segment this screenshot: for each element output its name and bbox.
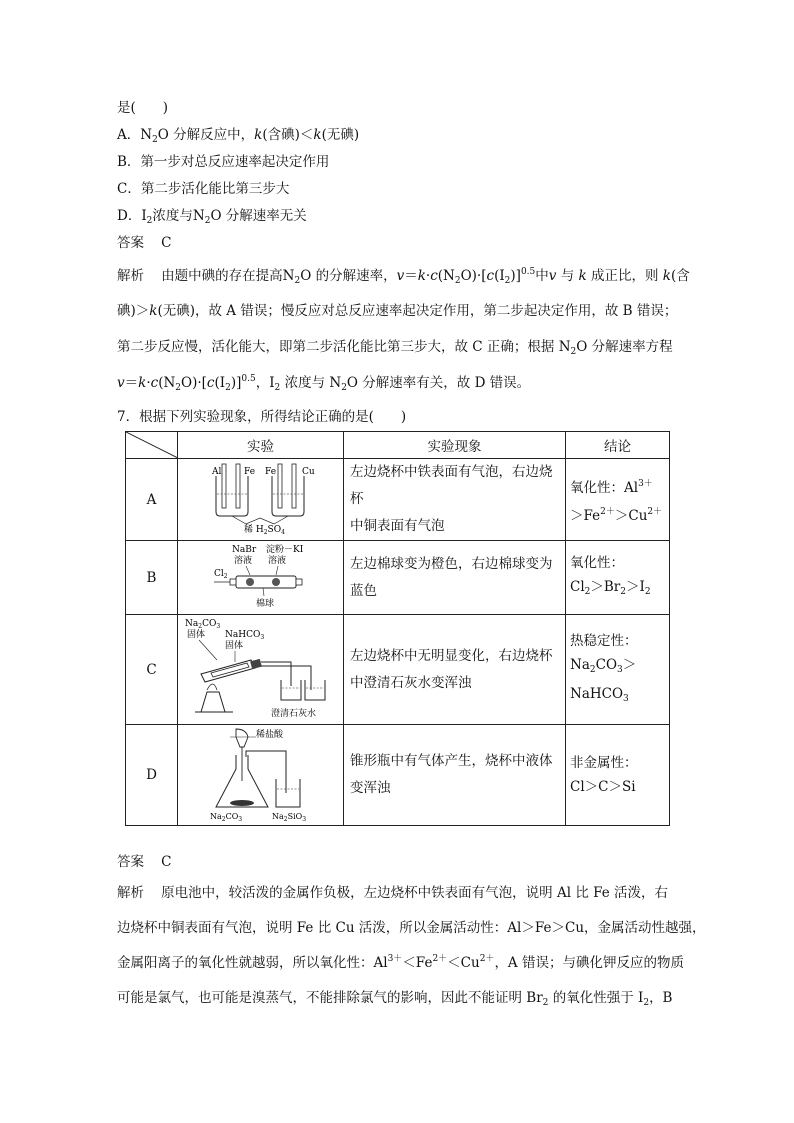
conclusion-d	[566, 725, 670, 826]
conclusion-text: 氧化性：$Al^{3+}$	[570, 478, 653, 496]
phenomenon-text: 变浑浊	[350, 780, 391, 796]
header-experiment: 实验	[178, 432, 344, 459]
phenomenon-text: 左边烧杯中铁表面有气泡，右边烧杯	[350, 464, 553, 507]
label-dilute-hcl: 稀盐酸	[255, 730, 283, 740]
label-dilute-acid: 稀 $H_2SO_4$	[243, 524, 285, 534]
label-solid-1: 固体	[186, 629, 205, 640]
conclusion-text: 热稳定性：	[570, 632, 638, 649]
option-c: C．第二步活化能比第三步大	[117, 181, 290, 197]
label-na2co3: $Na_2CO_3$	[184, 618, 220, 630]
tube-in-tube-diagram	[181, 616, 341, 720]
label-nabr-solution: 溶液	[233, 555, 252, 566]
label-al: Al	[211, 466, 221, 477]
analysis-line-4: $v=k\cdot c(N_2O)\cdot[c(I_2)]^{0.5}$，$I_2$ 浓度与 $N_2O$ 分解速率有关，故 D 错误。	[117, 374, 531, 393]
label-fe-2: Fe	[264, 466, 276, 477]
label-fe-1: Fe	[243, 466, 255, 477]
phenomenon-c	[344, 615, 566, 725]
diagonal-line	[126, 432, 178, 458]
phenomenon-text: 锥形瓶中有气体产生，烧杯中液体	[350, 753, 553, 769]
table-row	[126, 615, 670, 725]
analysis-7-line-3: 金属阳离子的氧化性就越弱，所以氧化性：$Al^{3+}<Fe^{2+}<Cu^{2+}$，A 错误；与碘化钾反应的物质	[117, 954, 684, 971]
table-row	[126, 541, 670, 615]
conclusion-text: Cl＞C＞Si	[570, 779, 636, 795]
answer-line: 答案 C	[117, 235, 172, 251]
label-nabr: NaBr	[231, 544, 256, 555]
experiment-table	[125, 431, 670, 826]
question-7-stem: 7．根据下列实验现象，所得结论正确的是( )	[117, 409, 407, 425]
phenomenon-b	[344, 541, 566, 615]
phenomenon-a	[344, 459, 566, 541]
apparatus-a	[178, 459, 344, 541]
conclusion-text: NaHCO$_3$	[570, 685, 629, 704]
analysis-line-2: 碘)＞k(无碘)，故 A 错误；慢反应对总反应速率起决定作用，第二步起决定作用，故 B 错误；	[117, 303, 678, 319]
galvanic-cell-diagram	[186, 462, 336, 534]
label-starch-ki: 淀粉－KI	[265, 544, 303, 555]
row-letter: D	[126, 725, 178, 826]
option-a: A．$N_2O$ 分解反应中，k(含碘)＜k(无碘)	[117, 127, 360, 145]
apparatus-d	[178, 725, 344, 826]
row-letter: A	[126, 459, 178, 541]
analysis-line-1: 解析 由题中碘的存在提高$N_2O$ 的分解速率，$v=k\cdot c(N_2O)\cdot[c(I_2)]^{0.5}$中v 与 k 成正比，则 k(含	[117, 267, 690, 286]
analysis-7-line-2: 边烧杯中铜表面有气泡，说明 Fe 比 Cu 活泼，所以金属活动性：Al＞Fe＞Cu，金属活动性越强，	[117, 920, 706, 936]
analysis-7-line-4: 可能是氯气，也可能是溴蒸气，不能排除氯气的影响，因此不能证明 $Br_2$ 的氧化性强于 $I_2$，B	[117, 990, 673, 1008]
conclusion-b	[566, 541, 670, 615]
label-cl2: $Cl_2$	[213, 568, 228, 580]
answer-line-7: 答案 C	[117, 854, 172, 870]
phenomenon-d	[344, 725, 566, 826]
label-beaker-na2sio3: $Na_2SiO_3$	[271, 812, 306, 821]
label-cotton: 棉球	[255, 598, 274, 609]
question-stem-end: 是( )	[117, 100, 169, 116]
option-d: D．$I_2$浓度与$N_2O$ 分解速率无关	[117, 208, 307, 226]
analysis-7-line-1: 解析 原电池中，较活泼的金属作负极，左边烧杯中铁表面有气泡，说明 Al 比 Fe 活泼，右	[117, 885, 669, 901]
label-nahco3: NaHCO$_3$	[224, 629, 264, 641]
label-solid-2: 固体	[224, 640, 243, 651]
label-cu: Cu	[301, 466, 315, 477]
label-flask-na2co3: $Na_2CO_3$	[209, 812, 242, 821]
apparatus-b	[178, 541, 344, 615]
label-limewater: 澄清石灰水	[270, 708, 316, 719]
conclusion-text: $Cl_2>Br_2>I_2$	[570, 579, 651, 597]
phenomenon-text: 蓝色	[350, 582, 377, 599]
conclusion-text: 非金属性：	[570, 755, 638, 771]
diagonal-corner-cell	[126, 432, 178, 459]
phenomenon-text: 中澄清石灰水变浑浊	[350, 674, 472, 691]
option-b: B．第一步对总反应速率起决定作用	[117, 154, 330, 170]
phenomenon-text: 左边烧杯中无明显变化，右边烧杯	[350, 647, 553, 664]
conclusion-c	[566, 615, 670, 725]
row-letter: B	[126, 541, 178, 615]
conclusion-text: $Na_2CO_3>$	[570, 656, 637, 675]
flask-beaker-diagram	[186, 725, 336, 821]
table-row	[126, 725, 670, 826]
table-row	[126, 459, 670, 541]
label-starch-solution: 溶液	[267, 555, 286, 566]
header-phenomenon: 实验现象	[344, 432, 566, 459]
header-conclusion: 结论	[566, 432, 670, 459]
conclusion-text: 氧化性：	[570, 555, 624, 571]
row-letter: C	[126, 615, 178, 725]
apparatus-c	[178, 615, 344, 725]
conclusion-text: $>Fe^{2+}>Cu^{2+}$	[570, 506, 663, 524]
analysis-line-3: 第二步反应慢，活化能大，即第二步活化能比第三步大，故 C 正确；根据 $N_2O$ 分解速率方程	[117, 339, 673, 357]
table-header-row	[126, 432, 670, 459]
conclusion-a	[566, 459, 670, 541]
glass-tube-diagram	[186, 542, 336, 610]
phenomenon-text: 中铜表面有气泡	[350, 518, 445, 534]
phenomenon-text: 左边棉球变为橙色，右边棉球变为	[350, 555, 553, 572]
